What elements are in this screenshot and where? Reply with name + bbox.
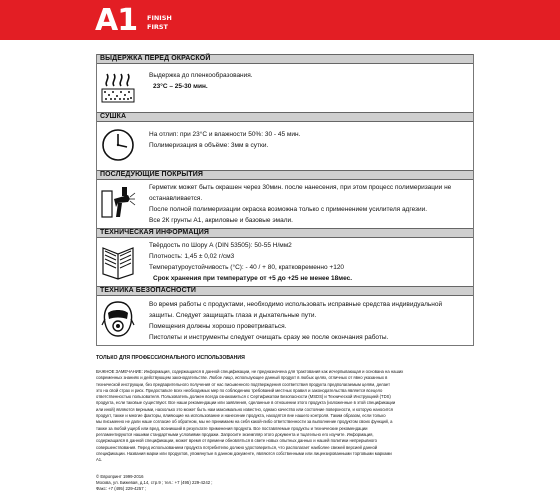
section-title: ВЫДЕРЖКА ПЕРЕД ОКРАСКОЙ [97, 54, 473, 64]
notice-line: технической инструкции, без предварительного получения от нас письменного подтверждения соответствия продукта предполагаемым целям, делает [96, 381, 391, 387]
section-line: Температуроустойчивость (°С): - 40 / + 80, кратковременно +120 [149, 264, 345, 271]
section-line: 23°C – 25-30 мин. [153, 83, 208, 90]
section-line: Полимеризация в объёме: 3мм в сутки. [149, 142, 269, 149]
section-drying [97, 112, 473, 170]
logo-mark: A1 [95, 3, 138, 38]
notice-line: современных знаниях и действующем законодательстве. Любое лицо, использующее данный продукт в любых целях, отличных от явно указанных в [96, 375, 388, 381]
notice-line: мы письменно не дали наше согласие об обратном, мы не принимаем на себя какой-либо ответственности за выполнение продуктом своих функций, а [96, 419, 393, 425]
notice-line: совершенствования. Перед использованием продукта потребителю должно удостовериться, что располагает наиболее свежей версией данной [96, 444, 378, 450]
legal-notice [96, 369, 476, 463]
section-drying-before-painting [97, 54, 473, 112]
section-line: На отлип: при 23°C и влажности 50%: 30 - 45 мин. [149, 131, 301, 138]
section-body [149, 182, 451, 226]
notice-line: это на свой страх и риск. Предоставьте всех необходимых мер по соблюдению требований местных правил и законодательства является всецело [96, 387, 383, 393]
section-line: Герметик может быть окрашен через 30мин. после нанесения, при этом процесс полимеризации не [149, 184, 452, 191]
respirator-mask-icon [100, 299, 136, 335]
brand-header-bar [0, 0, 560, 40]
section-line: останавливается. [149, 195, 203, 202]
section-line: Все 2К грунты А1, акриловые и базовые эмали. [149, 217, 293, 224]
section-title: ТЕХНИЧЕСКАЯ ИНФОРМАЦИЯ [97, 228, 473, 238]
copyright-text: © Европринт 1999-2016 [96, 474, 144, 479]
section-body [149, 70, 253, 92]
notice-line: регламентируются нашими стандартными условиями продажи. Запросите экземпляр этого документа и тщательно его изучите. Информация, [96, 431, 374, 437]
logo-tagline-line2: FIRST [147, 23, 168, 31]
technical-book-icon [100, 242, 136, 278]
section-line: Твёрдость по Шору А (DIN 53505): 50-55 Н/мм2 [149, 242, 292, 249]
contacts-footer [96, 474, 213, 492]
section-line: Пистолеты и инструменты следует очищать сразу же после окончания работы. [149, 334, 389, 341]
section-title: СУШКА [97, 112, 473, 122]
fax-text: Факс: +7 (495) 229-4257 ; [96, 486, 146, 491]
section-body [149, 299, 442, 343]
section-subsequent-coatings [97, 170, 473, 228]
notice-line: ВАЖНОЕ ЗАМЕЧАНИЕ: Информация, содержащаяся в данной спецификации, не предназначена для трактования как исчерпывающая и основана на наших [96, 369, 404, 374]
section-line: защиты. Следует защищать глаза и дыхательные пути. [149, 312, 317, 319]
professional-use-only-label: ТОЛЬКО ДЛЯ ПРОФЕССИОНАЛЬНОГО ИСПОЛЬЗОВАНИЯ [96, 355, 245, 361]
spec-sections [96, 54, 474, 346]
section-body [149, 240, 352, 284]
section-title: ПОСЛЕДУЮЩИЕ ПОКРЫТИЯ [97, 170, 473, 180]
section-technical-info [97, 228, 473, 286]
evaporation-icon [100, 68, 136, 104]
logo-tagline-line1: FINISH [147, 14, 172, 22]
section-title: ТЕХНИКА БЕЗОПАСНОСТИ [97, 286, 473, 296]
section-line: Срок хранения при температуре от +5 до +25 не менее 18мес. [153, 275, 353, 282]
address-text: Москва, ул. Бижевая, д.14, стр.9 ; тел.: +7 (495) 229-4242 ; [96, 480, 213, 485]
section-line: Плотность: 1,45 ± 0,02 г/см3 [149, 253, 235, 260]
notice-line: продукта, если таковые существуют. Все наши рекомендации или заявления, сделанные в отношении этого продукта (изложенные в этой спецификации [96, 400, 396, 406]
clock-icon [100, 127, 136, 163]
logo-tagline [147, 14, 172, 32]
a1-logo [95, 5, 205, 38]
notice-line: спецификации. Названия марки или продуктов, упомянутые в данном документе, являются собственными или лицензированными торговыми марками [96, 450, 392, 456]
section-line: Выдержка до пленкообразования. [149, 72, 253, 79]
section-line: Во время работы с продуктами, необходимо использовать исправные средства индивидуальной [149, 301, 443, 308]
notice-line: продукт, также и многие факторы, влияющие на использование и нанесение продукта, находятся вне нашего контроля. Таким образом, если только [96, 413, 386, 419]
notice-line: А1. [96, 457, 103, 463]
notice-line: содержащаяся в данной спецификации, может время от времени обновляться в свете новых опытных данных и нашей политики непрерывного [96, 438, 378, 444]
section-line: Помещения должны хорошо проветриваться. [149, 323, 287, 330]
section-body [149, 129, 300, 151]
spray-gun-icon [100, 183, 136, 219]
notice-line: или иной) являются верными, насколько это может быть нам максимально известно, однако качество или состояние поверхности, и которую наносится [96, 406, 393, 412]
section-safety [97, 286, 473, 346]
notice-line: ответственностью пользователя. Пользователь должен всегда ознакомиться с Сертификатом Безопасности (MSDS) и Технической Инструкцией (TDS) [96, 394, 391, 400]
notice-line: также за любой ущерб или вред, возникший в результате применения продукта. Все поставляемые продукты и технические рекомендации [96, 425, 368, 431]
section-line: После полной полимеризации окраска возможна только с применением усилителя адгезии. [149, 206, 428, 213]
